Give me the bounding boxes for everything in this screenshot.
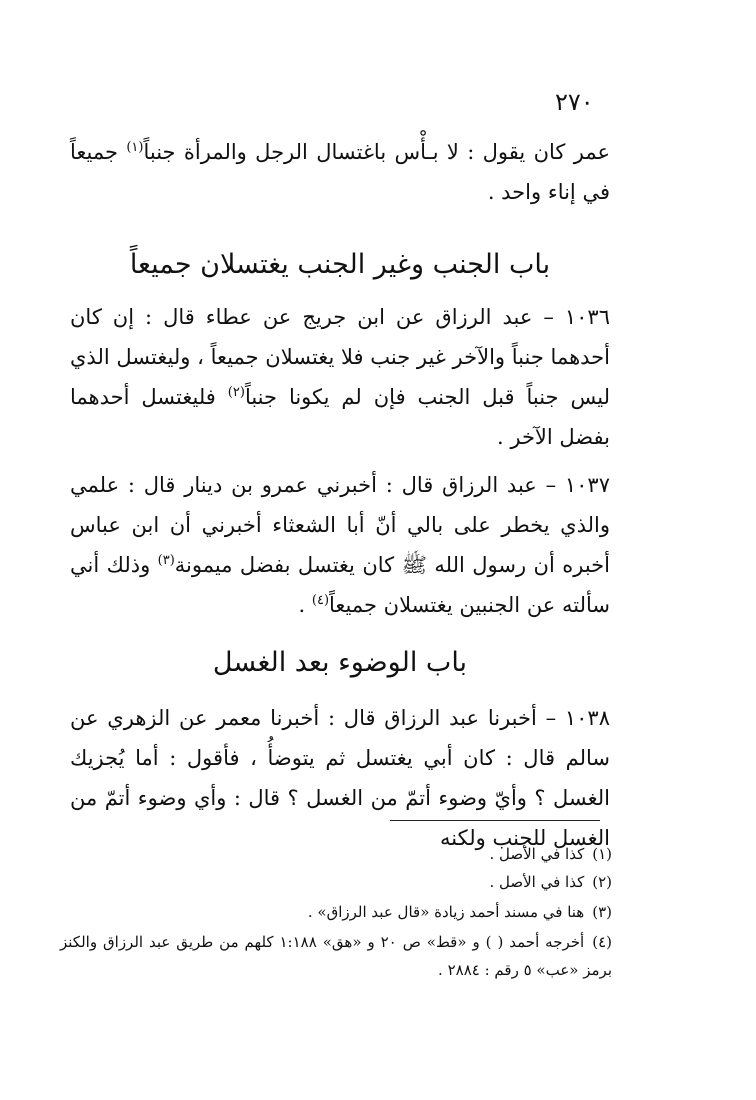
hadith-1037-part1: ١٠٣٧ – عبد الرزاق قال : أخبرني عمرو بن دينار قال : علمي والذي يخطر على بالي أنّ أبا الشعثاء أخبرني أن ابن عباس أخبره أن رسول الله ﷺ كان يغتسل بفضل ميمونة [70, 473, 610, 577]
footnote-number: (٣) [592, 903, 612, 921]
intro-text: عمر كان يقول : لا بـأْس باغتسال الرجل والمرأة جنباً [143, 140, 610, 164]
footnote-text: كذا في الأصل . [489, 873, 585, 891]
footnote [60, 840, 612, 868]
footnote [60, 868, 612, 896]
section-heading-2: باب الوضوء بعد الغسل [212, 647, 468, 678]
intro-text-after: جميعاً في إناء واحد . [70, 140, 610, 204]
intro-paragraph [70, 132, 610, 212]
section-heading-1: باب الجنب وغير الجنب يغتسلان جميعاً [129, 249, 551, 280]
footnote-number: (١) [592, 845, 612, 863]
footnote-text: أخرجه أحمد ( ) و «قط» ص ٢٠ و «هق» ١:١٨٨ كلهم من طريق عبد الرزاق والكنز برمز «عب» ٥ رقم : ٢٨٨٤ . [60, 933, 612, 979]
footnote [60, 928, 612, 984]
hadith-1037-part2: وذلك أني سألته عن الجنبين يغتسلان جميعاً [70, 553, 610, 617]
footnote-marker-4: (٤) [311, 593, 330, 608]
hadith-1037-part3: . [298, 593, 312, 617]
hadith-1036-part1: ١٠٣٦ – عبد الرزاق عن ابن جريج عن عطاء قال : إن كان أحدهما جنباً والآخر غير جنب فلا يغتسلان جميعاً ، وليغتسل الذي ليس جنباً قبل الجنب فإن لم يكونا جنباً [70, 305, 610, 409]
footnote-text: كذا في الأصل . [489, 845, 585, 863]
footnote-separator [390, 820, 600, 821]
page-number: ٢٧٠ [555, 88, 594, 116]
footnote-marker-3: (٣) [157, 553, 175, 568]
hadith-1038: ١٠٣٨ – أخبرنا عبد الرزاق قال : أخبرنا معمر عن الزهري عن سالم قال : كان أبي يغتسل ثم يتوضأُ ، فأقول : أما يُجزيك الغسل ؟ وأيّ وضوء أتمّ من الغسل ؟ قال : وأي وضوء أتمّ من الغسل للجنب ولكنه [70, 706, 610, 850]
footnote [60, 898, 612, 926]
footnote-marker-2: (٢) [227, 385, 245, 400]
footnote-text: هنا في مسند أحمد زيادة «قال عبد الرزاق» . [307, 903, 585, 921]
footnote-number: (٤) [592, 933, 612, 951]
hadith-1036-part2: فليغتسل أحدهما بفضل الآخر . [70, 385, 610, 449]
hadith-1036 [70, 297, 610, 457]
hadith-1037 [70, 465, 610, 625]
footnote-marker-1: (١) [126, 140, 144, 155]
footnote-number: (٢) [592, 873, 612, 891]
